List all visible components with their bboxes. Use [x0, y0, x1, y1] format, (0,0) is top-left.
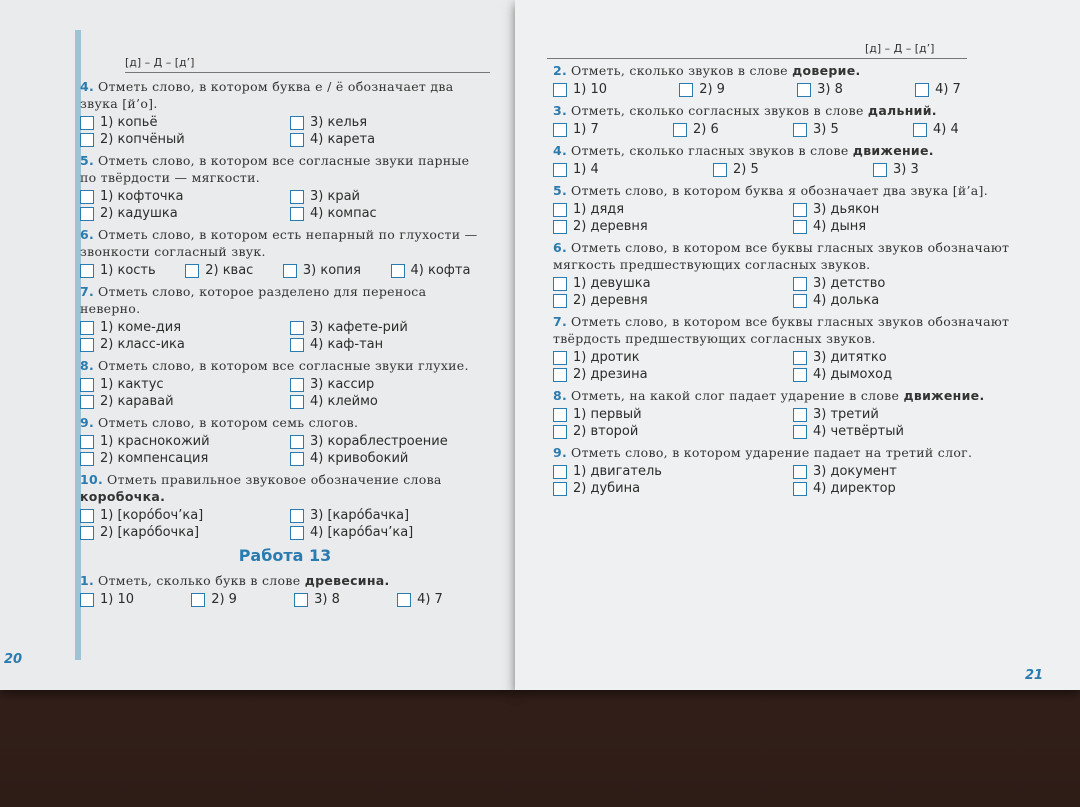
answer-option[interactable] — [679, 81, 787, 98]
checkbox[interactable] — [80, 378, 94, 392]
question — [80, 572, 490, 608]
checkbox[interactable] — [793, 425, 807, 439]
answer-option[interactable] — [290, 205, 490, 222]
answer-option[interactable] — [713, 161, 863, 178]
question-text — [553, 313, 1023, 347]
checkbox[interactable] — [793, 368, 807, 382]
question-text — [80, 78, 490, 112]
answer-option[interactable] — [873, 161, 1023, 178]
answer-option[interactable] — [553, 366, 783, 383]
answer-label: 1) кактус — [100, 377, 164, 392]
answer-label: 4) дыня — [813, 219, 867, 234]
question-prompt: Отметь слово, в котором все буквы гласных звуков обозначают мягкость предшествующих согласных звуков. — [553, 240, 1010, 272]
answer-options — [80, 376, 490, 410]
answer-option[interactable] — [290, 188, 490, 205]
checkbox[interactable] — [913, 123, 927, 137]
answer-label: 2) деревня — [573, 219, 648, 234]
question-keyword: древесина. — [304, 573, 390, 588]
checkbox[interactable] — [80, 133, 94, 147]
checkbox[interactable] — [290, 395, 304, 409]
answer-options — [553, 201, 1023, 235]
answer-label: 2) класс-ика — [100, 337, 185, 352]
answer-option[interactable] — [185, 262, 273, 279]
answer-label: 2) компенсация — [100, 451, 209, 466]
checkbox[interactable] — [290, 452, 304, 466]
question-text — [553, 444, 1023, 461]
checkbox[interactable] — [553, 482, 567, 496]
checkbox[interactable] — [553, 351, 567, 365]
checkbox[interactable] — [553, 203, 567, 217]
answer-label: 4) долька — [813, 293, 880, 308]
checkbox[interactable] — [80, 593, 94, 607]
question-text — [80, 152, 490, 186]
answer-options — [553, 463, 1023, 497]
answer-option[interactable] — [553, 275, 783, 292]
answer-label: 1) краснокожий — [100, 434, 210, 449]
answer-label: 4) директор — [813, 481, 896, 496]
answer-option[interactable] — [80, 205, 280, 222]
answer-label: 3) 8 — [314, 592, 340, 607]
checkbox[interactable] — [797, 83, 811, 97]
answer-option[interactable] — [80, 524, 280, 541]
checkbox[interactable] — [553, 425, 567, 439]
question-number: 7. — [80, 284, 95, 299]
right-page — [515, 0, 1080, 690]
question-number: 7. — [553, 314, 568, 329]
answer-label: 3) дьякон — [813, 202, 880, 217]
answer-option[interactable] — [793, 201, 1023, 218]
question-number: 1. — [80, 573, 95, 588]
answer-label: 3) край — [310, 189, 360, 204]
answer-option[interactable] — [290, 524, 490, 541]
answer-option[interactable] — [290, 336, 490, 353]
answer-option[interactable] — [290, 393, 490, 410]
question-prompt: Отметь, сколько звуков в слове — [571, 63, 793, 78]
answer-option[interactable] — [294, 591, 387, 608]
checkbox[interactable] — [290, 378, 304, 392]
answer-option[interactable] — [80, 131, 280, 148]
answer-option[interactable] — [290, 319, 490, 336]
answer-option[interactable] — [553, 161, 703, 178]
answer-options — [80, 262, 490, 279]
question-text — [553, 62, 1023, 79]
question-keyword: коробочка. — [80, 489, 166, 504]
question-text — [553, 182, 1023, 199]
right-page-header: [д] – Д – [д’] — [865, 42, 935, 55]
answer-label: 1) девушка — [573, 276, 651, 291]
question-text — [80, 283, 490, 317]
answer-option[interactable] — [793, 406, 1023, 423]
answer-label: 1) коме-дия — [100, 320, 182, 335]
checkbox[interactable] — [80, 116, 94, 130]
answer-option[interactable] — [80, 450, 280, 467]
answer-label: 2) 9 — [699, 82, 725, 97]
answer-label: 2) каравай — [100, 394, 174, 409]
answer-label: 4) каф-тан — [310, 337, 384, 352]
question — [80, 283, 490, 353]
page-number-left: 20 — [4, 652, 23, 667]
left-page-header: [д] – Д – [д’] — [125, 56, 195, 69]
answer-label: 4) кривобокий — [310, 451, 409, 466]
answer-label: 1) [коро́боч’ка] — [100, 508, 204, 523]
answer-label: 3) кафете-рий — [310, 320, 408, 335]
answer-option[interactable] — [391, 262, 491, 279]
checkbox[interactable] — [290, 509, 304, 523]
answer-options — [80, 114, 490, 148]
question-prompt: Отметь слово, в котором буква е / ё обозначает два звука [й’о]. — [80, 79, 454, 111]
checkbox[interactable] — [793, 482, 807, 496]
question-number: 10. — [80, 472, 104, 487]
checkbox[interactable] — [290, 207, 304, 221]
answer-option[interactable] — [553, 463, 783, 480]
answer-label: 3) кораблестроение — [310, 434, 448, 449]
question-prompt: Отметь, на какой слог падает ударение в слове — [571, 388, 904, 403]
checkbox[interactable] — [283, 264, 297, 278]
question-prompt: Отметь слово, в котором все согласные звуки глухие. — [98, 358, 469, 373]
question-number: 2. — [553, 63, 568, 78]
answer-option[interactable] — [913, 121, 1023, 138]
question-number: 6. — [553, 240, 568, 255]
checkbox[interactable] — [553, 465, 567, 479]
checkbox[interactable] — [553, 408, 567, 422]
question-number: 6. — [80, 227, 95, 242]
checkbox[interactable] — [397, 593, 411, 607]
checkbox[interactable] — [290, 190, 304, 204]
answer-label: 2) 5 — [733, 162, 759, 177]
answer-option[interactable] — [290, 507, 490, 524]
page-number-right: 21 — [1025, 668, 1044, 683]
answer-option[interactable] — [553, 121, 663, 138]
checkbox[interactable] — [553, 163, 567, 177]
answer-label: 3) копия — [302, 263, 361, 278]
left-page — [0, 0, 516, 690]
answer-label: 2) второй — [573, 424, 639, 439]
question-number: 4. — [553, 143, 568, 158]
question-number: 4. — [80, 79, 95, 94]
question-prompt: Отметь, сколько букв в слове — [98, 573, 305, 588]
header-rule — [547, 58, 967, 59]
answer-label: 2) 6 — [693, 122, 719, 137]
answer-option[interactable] — [80, 188, 280, 205]
question-prompt: Отметь слово, в котором семь слогов. — [98, 415, 359, 430]
checkbox[interactable] — [391, 264, 405, 278]
checkbox[interactable] — [553, 123, 567, 137]
question-keyword: движение. — [852, 143, 934, 158]
question-number: 9. — [80, 415, 95, 430]
checkbox[interactable] — [80, 435, 94, 449]
answer-option[interactable] — [553, 81, 669, 98]
checkbox[interactable] — [80, 321, 94, 335]
question-number: 5. — [80, 153, 95, 168]
answer-options — [553, 406, 1023, 440]
answer-option[interactable] — [793, 292, 1023, 309]
question-keyword: дальний. — [867, 103, 937, 118]
question — [80, 78, 490, 148]
answer-label: 3) [каро́бачка] — [310, 508, 410, 523]
answer-option[interactable] — [793, 349, 1023, 366]
answer-option[interactable] — [80, 393, 280, 410]
question-number: 9. — [553, 445, 568, 460]
question-text — [553, 387, 1023, 404]
question-keyword: движение. — [903, 388, 985, 403]
answer-option[interactable] — [793, 121, 903, 138]
question-number: 3. — [553, 103, 568, 118]
answer-label: 3) дитятко — [813, 350, 887, 365]
answer-option[interactable] — [80, 591, 181, 608]
answer-options — [80, 591, 490, 608]
answer-option[interactable] — [80, 376, 280, 393]
question — [80, 226, 490, 279]
answer-option[interactable] — [793, 366, 1023, 383]
checkbox[interactable] — [553, 294, 567, 308]
checkbox[interactable] — [793, 465, 807, 479]
answer-label: 2) квас — [205, 263, 254, 278]
checkbox[interactable] — [290, 338, 304, 352]
answer-label: 4) [каро́бач’ка] — [310, 525, 414, 540]
answer-option[interactable] — [80, 507, 280, 524]
answer-label: 4) четвёртый — [813, 424, 904, 439]
right-questions — [553, 62, 1023, 501]
answer-label: 3) келья — [310, 115, 368, 130]
answer-options — [553, 121, 1023, 138]
checkbox[interactable] — [290, 526, 304, 540]
answer-option[interactable] — [793, 423, 1023, 440]
question — [553, 62, 1023, 98]
answer-option[interactable] — [553, 349, 783, 366]
answer-label: 2) дубина — [573, 481, 641, 496]
answer-option[interactable] — [793, 218, 1023, 235]
answer-label: 1) первый — [573, 407, 642, 422]
answer-options — [553, 161, 1023, 178]
question — [80, 152, 490, 222]
answer-option[interactable] — [397, 591, 490, 608]
checkbox[interactable] — [80, 526, 94, 540]
checkbox[interactable] — [553, 220, 567, 234]
answer-option[interactable] — [793, 480, 1023, 497]
question-prompt: Отметь слово, в котором все буквы гласных звуков обозначают твёрдость предшествующих согласных звуков. — [553, 314, 1010, 346]
question-text — [80, 414, 490, 431]
checkbox[interactable] — [793, 203, 807, 217]
question-prompt: Отметь слово, которое разделено для переноса неверно. — [80, 284, 427, 316]
checkbox[interactable] — [290, 133, 304, 147]
question-text — [80, 226, 490, 260]
checkbox[interactable] — [553, 368, 567, 382]
answer-option[interactable] — [553, 480, 783, 497]
checkbox[interactable] — [793, 351, 807, 365]
answer-options — [553, 81, 1023, 98]
checkbox[interactable] — [713, 163, 727, 177]
answer-label: 1) 10 — [100, 592, 135, 607]
answer-label: 3) 5 — [813, 122, 839, 137]
checkbox[interactable] — [80, 207, 94, 221]
answer-label: 4) 7 — [417, 592, 443, 607]
answer-label: 1) 7 — [573, 122, 599, 137]
question-number: 8. — [553, 388, 568, 403]
answer-label: 1) дядя — [573, 202, 625, 217]
answer-label: 1) кофточка — [100, 189, 184, 204]
question-prompt: Отметь слово, в котором все согласные звуки парные по твёрдости — мягкости. — [80, 153, 470, 185]
left-questions — [80, 78, 490, 612]
checkbox[interactable] — [915, 83, 929, 97]
answer-option[interactable] — [80, 262, 175, 279]
checkbox[interactable] — [873, 163, 887, 177]
question — [553, 102, 1023, 138]
answer-option[interactable] — [290, 376, 490, 393]
checkbox[interactable] — [290, 116, 304, 130]
question — [553, 142, 1023, 178]
answer-label: 4) 7 — [935, 82, 961, 97]
question-prompt: Отметь слово, в котором буква я обозначает два звука [й’а]. — [571, 183, 989, 198]
answer-label: 4) клеймо — [310, 394, 378, 409]
answer-option[interactable] — [553, 406, 783, 423]
question — [80, 357, 490, 410]
answer-label: 3) 3 — [893, 162, 919, 177]
answer-options — [80, 319, 490, 353]
answer-label: 1) кость — [100, 263, 156, 278]
checkbox[interactable] — [80, 509, 94, 523]
answer-options — [80, 507, 490, 541]
answer-option[interactable] — [290, 450, 490, 467]
answer-label: 3) третий — [813, 407, 879, 422]
answer-label: 1) двигатель — [573, 464, 662, 479]
header-rule — [125, 72, 490, 73]
checkbox[interactable] — [793, 220, 807, 234]
answer-label: 3) детство — [813, 276, 886, 291]
question — [553, 444, 1023, 497]
checkbox[interactable] — [290, 435, 304, 449]
checkbox[interactable] — [80, 395, 94, 409]
checkbox[interactable] — [793, 123, 807, 137]
checkbox[interactable] — [793, 277, 807, 291]
answer-label: 3) кассир — [310, 377, 375, 392]
work-title: Работа 13 — [238, 546, 332, 565]
checkbox[interactable] — [80, 452, 94, 466]
answer-option[interactable] — [80, 433, 280, 450]
answer-option[interactable] — [553, 423, 783, 440]
answer-option[interactable] — [553, 292, 783, 309]
checkbox[interactable] — [793, 294, 807, 308]
answer-label: 4) 4 — [933, 122, 959, 137]
question-prompt: Отметь, сколько согласных звуков в слове — [571, 103, 868, 118]
answer-label: 4) кофта — [410, 263, 471, 278]
answer-option[interactable] — [793, 463, 1023, 480]
question-text — [553, 142, 1023, 159]
answer-options — [80, 188, 490, 222]
answer-option[interactable] — [797, 81, 905, 98]
question — [80, 471, 490, 541]
question — [80, 414, 490, 467]
checkbox[interactable] — [290, 321, 304, 335]
question-text — [553, 102, 1023, 119]
question-text — [553, 239, 1023, 273]
checkbox[interactable] — [80, 190, 94, 204]
checkbox[interactable] — [553, 277, 567, 291]
question-prompt: Отметь, сколько гласных звуков в слове — [571, 143, 853, 158]
question-prompt: Отметь правильное звуковое обозначение слова — [107, 472, 442, 487]
checkbox[interactable] — [793, 408, 807, 422]
answer-options — [80, 433, 490, 467]
answer-option[interactable] — [793, 275, 1023, 292]
checkbox[interactable] — [553, 83, 567, 97]
question-keyword: доверие. — [792, 63, 861, 78]
answer-label: 2) копчёный — [100, 132, 185, 147]
answer-label: 3) документ — [813, 464, 897, 479]
question — [553, 182, 1023, 235]
answer-label: 4) карета — [310, 132, 376, 147]
question — [553, 313, 1023, 383]
answer-label: 3) 8 — [817, 82, 843, 97]
answer-option[interactable] — [290, 433, 490, 450]
answer-label: 4) дымоход — [813, 367, 893, 382]
answer-label: 2) 9 — [211, 592, 237, 607]
question-prompt: Отметь слово, в котором ударение падает на третий слог. — [571, 445, 973, 460]
checkbox[interactable] — [80, 264, 94, 278]
question-number: 5. — [553, 183, 568, 198]
question-text — [80, 471, 490, 505]
answer-options — [553, 349, 1023, 383]
answer-option[interactable] — [191, 591, 284, 608]
question-text — [80, 357, 490, 374]
answer-label: 1) копьё — [100, 115, 158, 130]
question — [553, 387, 1023, 440]
checkbox[interactable] — [679, 83, 693, 97]
checkbox[interactable] — [191, 593, 205, 607]
answer-options — [553, 275, 1023, 309]
answer-option[interactable] — [290, 114, 490, 131]
checkbox[interactable] — [294, 593, 308, 607]
answer-option[interactable] — [290, 131, 490, 148]
answer-label: 1) 4 — [573, 162, 599, 177]
question — [553, 239, 1023, 309]
answer-option[interactable] — [283, 262, 381, 279]
answer-label: 1) дротик — [573, 350, 640, 365]
answer-option[interactable] — [80, 319, 280, 336]
question-number: 8. — [80, 358, 95, 373]
question-prompt: Отметь слово, в котором есть непарный по глухости — звонкости согласный звук. — [80, 227, 478, 259]
answer-label: 2) деревня — [573, 293, 648, 308]
checkbox[interactable] — [673, 123, 687, 137]
answer-option[interactable] — [553, 218, 783, 235]
answer-option[interactable] — [80, 114, 280, 131]
answer-option[interactable] — [673, 121, 783, 138]
question-text — [80, 572, 490, 589]
answer-label: 2) дрезина — [573, 367, 648, 382]
answer-label: 2) кадушка — [100, 206, 178, 221]
answer-option[interactable] — [915, 81, 1023, 98]
answer-option[interactable] — [80, 336, 280, 353]
answer-label: 2) [каро́бочка] — [100, 525, 200, 540]
answer-option[interactable] — [553, 201, 783, 218]
answer-label: 1) 10 — [573, 82, 608, 97]
answer-label: 4) компас — [310, 206, 377, 221]
checkbox[interactable] — [80, 338, 94, 352]
checkbox[interactable] — [185, 264, 199, 278]
